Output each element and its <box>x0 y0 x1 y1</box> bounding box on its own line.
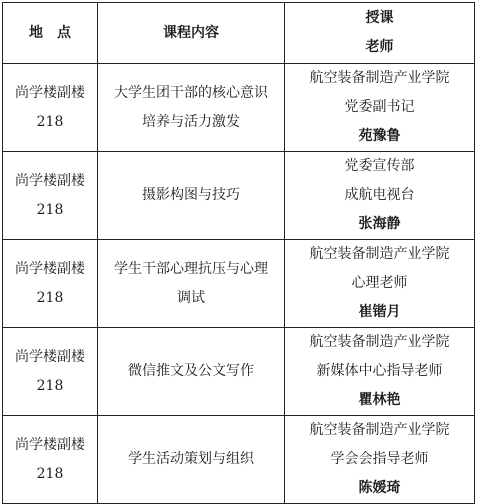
location-building: 尚学楼副楼 <box>15 348 85 365</box>
content-line: 学生活动策划与组织 <box>128 451 254 467</box>
teacher-title-line: 航空装备制造产业学院 <box>309 422 450 438</box>
teacher-cell <box>285 416 475 504</box>
location-room: 218 <box>36 289 64 306</box>
table-row <box>3 240 475 328</box>
teacher-title-line: 党委宣传部 <box>344 158 415 174</box>
content-line: 摄影构图与技巧 <box>142 187 240 203</box>
location-cell <box>3 416 98 504</box>
location-cell <box>3 64 98 152</box>
content-line: 大学生团干部的核心意识 <box>114 84 268 101</box>
location-building: 尚学楼副楼 <box>15 436 85 453</box>
content-cell <box>98 328 285 416</box>
teacher-title-line: 航空装备制造产业学院 <box>309 246 450 262</box>
content-line: 调试 <box>177 289 205 306</box>
table-header-row <box>3 3 475 64</box>
teacher-title-line: 成航电视台 <box>344 187 415 203</box>
location-building: 尚学楼副楼 <box>15 84 85 101</box>
content-cell <box>98 240 285 328</box>
teacher-title-line: 心理老师 <box>351 275 408 291</box>
header-teacher-label-line1: 授课 <box>365 10 394 26</box>
header-location-label: 地点 <box>29 24 85 41</box>
teacher-cell <box>285 328 475 416</box>
table-row <box>3 416 475 504</box>
content-line: 培养与活力激发 <box>142 113 240 130</box>
content-cell <box>98 64 285 152</box>
table-row <box>3 328 475 416</box>
teacher-cell <box>285 64 475 152</box>
location-cell <box>3 328 98 416</box>
content-line: 微信推文及公文写作 <box>128 363 254 379</box>
location-building: 尚学楼副楼 <box>15 260 85 277</box>
teacher-cell <box>285 240 475 328</box>
content-cell <box>98 416 285 504</box>
header-content-label: 课程内容 <box>163 24 219 41</box>
teacher-name: 陈媛琦 <box>358 480 401 496</box>
teacher-title-line: 党委副书记 <box>344 99 415 115</box>
teacher-title-line: 学会会指导老师 <box>330 451 429 467</box>
header-teacher-label-line2: 老师 <box>365 39 394 55</box>
location-room: 218 <box>36 113 64 130</box>
teacher-title-line: 航空装备制造产业学院 <box>309 334 450 350</box>
teacher-cell <box>285 152 475 240</box>
location-room: 218 <box>36 377 64 394</box>
location-room: 218 <box>36 201 64 218</box>
location-cell <box>3 152 98 240</box>
location-room: 218 <box>36 465 64 482</box>
teacher-name: 崔锴月 <box>358 304 401 320</box>
header-content <box>98 3 285 64</box>
teacher-title-line: 航空装备制造产业学院 <box>309 70 450 86</box>
location-building: 尚学楼副楼 <box>15 172 85 189</box>
content-line: 学生干部心理抗压与心理 <box>114 260 268 277</box>
header-location <box>3 3 98 64</box>
teacher-name: 苑豫鲁 <box>358 128 401 144</box>
header-teacher <box>285 3 475 64</box>
teacher-title-line: 新媒体中心指导老师 <box>316 363 443 379</box>
teacher-name: 张海静 <box>358 216 401 232</box>
table-row <box>3 64 475 152</box>
content-cell <box>98 152 285 240</box>
table-row <box>3 152 475 240</box>
course-schedule-table <box>2 2 475 504</box>
teacher-name: 瞿林艳 <box>358 392 401 408</box>
location-cell <box>3 240 98 328</box>
